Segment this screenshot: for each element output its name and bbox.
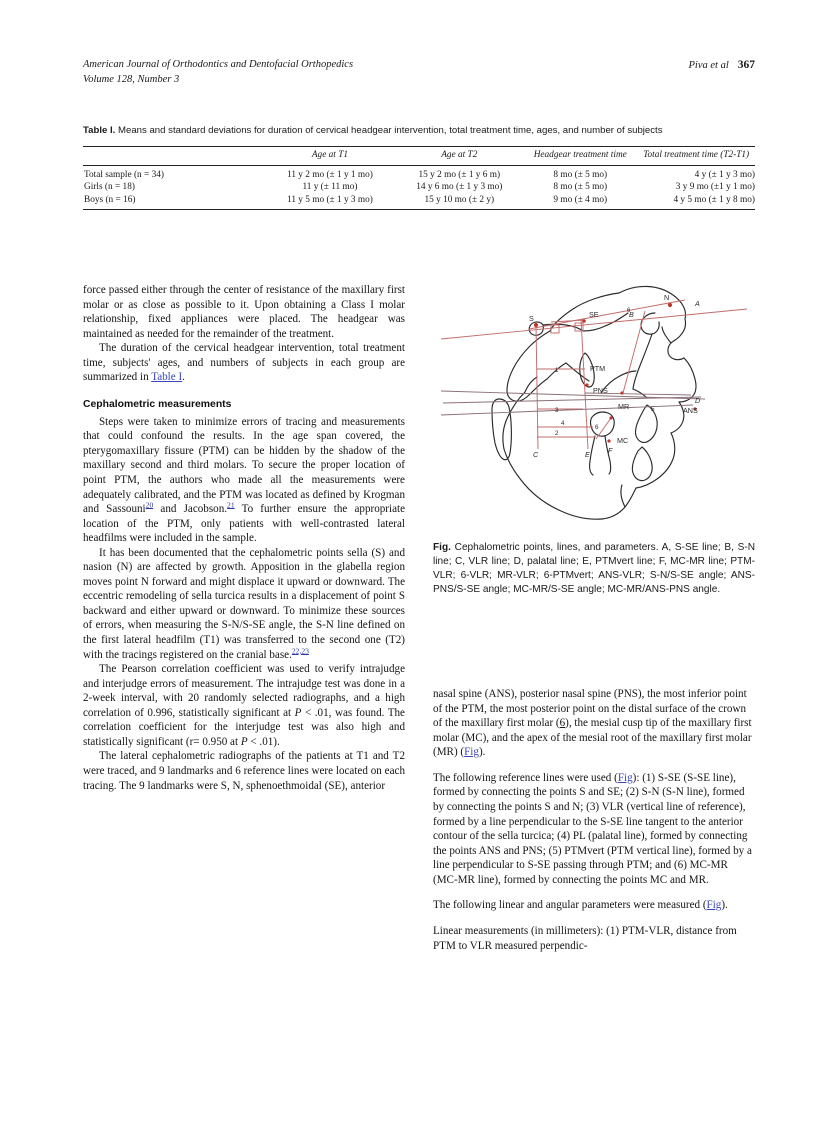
cell-age-t1: 11 y 5 mo (± 1 y 3 mo): [287, 195, 373, 206]
cell-age-t2: 15 y 2 mo (± 1 y 6 m): [418, 169, 501, 180]
label-measure-2: 2: [555, 430, 559, 437]
label-F: F: [608, 446, 613, 455]
figure-caption: [433, 541, 755, 597]
left-text-column: [83, 283, 405, 793]
molar-symbol: 6: [559, 717, 566, 730]
paragraph-text: The Pearson correlation coefficient was used to verify intrajudge and interjudge errors of measurement. The intrajudge test was done in a 2-week interval, with 20 randomly selected radiographs, and a high correlation of 0.996, statistically significant at: [83, 663, 405, 719]
figure-caption-text: Cephalometric points, lines, and parameters. A, S-SE line; B, S-N line; C, VLR line; D, palatal line; E, PTMvert line; F, MC-MR line; PTM-VLR; 6-VLR; MR-VLR; 6-PTMvert; ANS-VLR; S-N/S-SE angle; ANS-PNS/S-SE angle; MC-MR/S-SE angle; MC-MR/ANS-PNS angle.: [433, 542, 755, 596]
col-header-headgear-time: Headgear treatment time: [533, 149, 627, 160]
paragraph: [433, 771, 755, 887]
table-block: [83, 124, 755, 210]
table-cross-reference[interactable]: Table I: [151, 371, 183, 384]
label-ANS: ANS: [683, 406, 698, 415]
paragraph-text: To further ensure the appropriate location of the PTM, only patients with well-contrasted lateral headfilms were included in the sample.: [83, 503, 405, 545]
point-PNS: [620, 391, 623, 394]
cell-age-t1: 11 y 2 mo (± 1 y 1 mo): [287, 169, 373, 180]
citation-ref[interactable]: 21: [227, 500, 235, 510]
running-head-right: [689, 58, 756, 74]
figure-cross-reference[interactable]: Fig: [706, 899, 722, 912]
paragraph: [83, 546, 405, 662]
label-measure-4: 4: [561, 420, 565, 427]
point-SE: [582, 319, 586, 323]
secondary-reference-lines: [441, 391, 705, 415]
table-header: [83, 146, 755, 165]
cell-total-time: 4 y 5 mo (± 1 y 8 mo): [673, 195, 755, 206]
point-N: [668, 303, 672, 307]
paragraph: [433, 687, 755, 760]
table-caption-text: Means and standard deviations for duration of cervical headgear intervention, total treatment time, ages, and number of subjects: [118, 125, 663, 136]
citation-ref[interactable]: 22,23: [291, 645, 309, 655]
perp-marker: [551, 325, 559, 333]
paragraph: [433, 898, 755, 913]
figure-cross-reference[interactable]: Fig: [617, 771, 633, 784]
angle-arm: [623, 311, 645, 393]
cell-group: Girls (n = 18): [84, 182, 135, 193]
label-C: C: [533, 450, 539, 459]
paragraph: [83, 341, 405, 385]
p-value-symbol: P: [294, 706, 302, 719]
paragraph: [83, 662, 405, 749]
paragraph-text: and Jacobson.: [153, 503, 228, 516]
section-heading: Cephalometric measurements: [83, 398, 232, 410]
label-D: D: [695, 396, 701, 405]
table-row: [83, 181, 755, 194]
paragraph-text: The duration of the cervical headgear intervention, total treatment time, subjects' ages, and numbers of subjects in each group are summarized in: [83, 342, 405, 384]
paragraph-text: .: [182, 371, 185, 384]
figure-labels: [529, 293, 700, 459]
col-header-age-t1: Age at T1: [311, 149, 349, 160]
paragraph-text: The following reference lines were used (: [433, 771, 618, 784]
col-header-group: [83, 146, 264, 165]
page-number: 367: [737, 59, 755, 71]
cell-headgear-time: 8 mo (± 5 mo): [553, 169, 608, 180]
cephalometric-figure: [433, 281, 755, 533]
p-value-symbol: P: [240, 735, 248, 748]
paragraph-text: ), the mesial cusp tip of the maxillary first molar (MC), and the apex of the mesial root of the maxillary first molar (MR) (: [433, 717, 752, 759]
label-N: N: [664, 293, 670, 302]
table-caption: [83, 124, 755, 139]
table-body: [83, 165, 755, 210]
point-S: [534, 323, 538, 327]
figure-cross-reference[interactable]: Fig: [464, 746, 479, 759]
cell-headgear-time: 8 mo (± 5 mo): [553, 182, 608, 193]
right-text-column: [433, 676, 755, 964]
table-row: [83, 194, 755, 210]
label-MR: MR: [618, 402, 630, 411]
journal-title-block: [83, 58, 353, 87]
label-B: B: [629, 310, 634, 319]
cephalometric-tracing-svg: [433, 281, 755, 533]
cell-age-t1: 11 y (± 11 mo): [302, 182, 358, 193]
paragraph-text: ).: [721, 899, 728, 912]
cell-total-time: 4 y (± 1 y 3 mo): [694, 169, 755, 180]
paragraph: Linear measurements (in millimeters): (1) PTM-VLR, distance from PTM to VLR measured perpendic-: [433, 925, 737, 952]
paragraph: [83, 415, 405, 546]
running-head: [83, 58, 755, 87]
table-label: Table I.: [83, 125, 116, 136]
paragraph: force passed either through the center of resistance of the maxillary first molar or as close as possible to it. Upon obtaining a Class I molar relationship, fixed appliances were placed. The headgear was maintained as needed for the remainder of the treatment.: [83, 284, 405, 340]
paragraph: The lateral cephalometric radiographs of the patients at T1 and T2 were traced, and 9 landmarks and 6 reference lines were located on each tracing. The 9 landmarks were S, N, sphenoethmoidal (SE), anterior: [83, 750, 405, 792]
label-PTM: PTM: [590, 364, 606, 373]
paragraph-text: < .01).: [247, 735, 280, 748]
label-A: A: [695, 299, 700, 308]
label-measure-1: 1: [555, 367, 559, 374]
point-MR: [609, 416, 612, 419]
label-measure-3: 3: [555, 407, 559, 414]
skull-outline: [492, 286, 696, 519]
point-MC: [607, 439, 610, 442]
cell-age-t2: 15 y 10 mo (± 2 y): [424, 195, 495, 206]
paragraph-text: Steps were taken to minimize errors of tracing and measurements that could confound the results. In the age span covered, the pterygomaxillary fissure (PTM) can be hidden by the shadow of the maxillary second and third molars. To secure the proper location of point PTM, the authors who made all the measurements were adequately calibrated, and the PTM was located as defined by Krogman and Sassouni: [83, 415, 405, 516]
paragraph-text: nasal spine (ANS), posterior nasal spine (PNS), the most inferior point of the PTM, the most posterior point on the distal surface of the crown of the maxillary first molar (: [433, 688, 747, 730]
paragraph-text: < .01, was found. The correlation coefficient for the interjudge test was also high and statistically significant (r= 0.950 at: [83, 706, 405, 748]
table-header-row: [83, 146, 755, 165]
label-SE: SE: [589, 310, 599, 319]
paragraph-text: ): (1) S-SE (S-SE line), formed by connecting the points S and SE; (2) S-N (S-N line), formed by connecting the points S and N; (3) VLR (vertical line of reference), formed by a line perpendicular to the S-SE line tangent to the anterior contour of the sella turcica; (4) PL (palatal line), formed by connecting the points ANS and PNS; (5) PTMvert (PTM vertical line), formed by a line perpendicular to S-SE passing through PTM; and (6) MC-MR (MC-MR line), formed by connecting the points MC and MR.: [433, 771, 752, 886]
label-MC: MC: [617, 436, 629, 445]
point-PTM: [585, 383, 588, 386]
journal-name: American Journal of Orthodontics and Dentofacial Orthopedics: [83, 59, 354, 70]
label-S: S: [529, 314, 534, 323]
citation-ref[interactable]: 20: [145, 500, 154, 510]
label-PNS: PNS: [593, 386, 608, 395]
journal-volume: Volume 128, Number 3: [83, 73, 180, 85]
label-angle-6: 6: [627, 308, 631, 314]
cell-age-t2: 14 y 6 mo (± 1 y 3 mo): [416, 182, 503, 193]
author-names: Piva et al: [688, 60, 729, 71]
paragraph-text: ).: [478, 746, 486, 759]
table-row: [83, 165, 755, 181]
col-header-total-time: Total treatment time (T2-T1): [643, 149, 750, 160]
paragraph-text: The following linear and angular parameters were measured (: [433, 899, 707, 912]
figure-label: Fig.: [433, 542, 451, 553]
results-table: [83, 146, 755, 211]
cell-total-time: 3 y 9 mo (±1 y 1 mo): [675, 182, 755, 193]
label-molar-6: 6: [595, 424, 599, 431]
cell-group: Boys (n = 16): [84, 195, 136, 206]
label-E: E: [585, 450, 590, 459]
label-measure-5: 5: [651, 406, 655, 413]
cell-group: Total sample (n = 34): [84, 169, 164, 180]
line-D-palatal-b: [443, 397, 701, 403]
cell-headgear-time: 9 mo (± 4 mo): [553, 195, 608, 206]
col-header-age-t2: Age at T2: [441, 149, 478, 160]
paragraph-text: It has been documented that the cephalometric points sella (S) and nasion (N) are affected by growth. Apposition in the glabella region moves point N forward and might displace it upward or downward. The eccentric remodeling of sella turcica results in a displacement of point S backward and either upward or downward. To minimize these sources of errors, when measuring the S-N/S-SE angle, the S-N line defined on the first lateral headfilm (T1) was transferred to the second one (T2) with the tracings registered on the cranial base.: [83, 546, 405, 661]
